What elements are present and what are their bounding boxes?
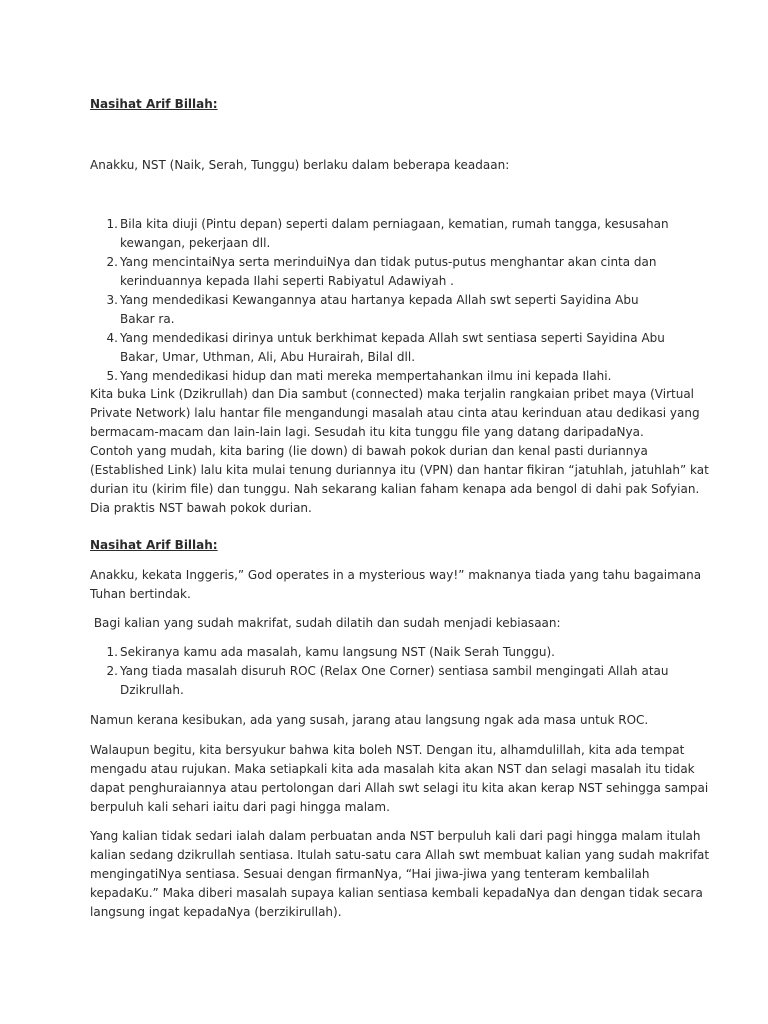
paragraph-line: Contoh yang mudah, kita baring (lie down) di bawah pokok durian dan kenal pasti duriannya bbox=[90, 444, 648, 458]
list-item-text: Yang mendedikasi hidup dan mati mereka mempertahankan ilmu ini kepada Ilahi. bbox=[120, 369, 612, 383]
list-item-text: Yang tiada masalah disuruh ROC (Relax One Corner) sentiasa sambil mengingati Allah atau bbox=[120, 664, 669, 678]
paragraph-line: kepadaKu.” Maka diberi masalah supaya kalian sentiasa kembali kepadaNya dan dengan tidak secara bbox=[90, 886, 703, 900]
section1-intro: Anakku, NST (Naik, Serah, Tunggu) berlaku dalam beberapa keadaan: bbox=[90, 158, 510, 172]
list-item-text: Yang mencintaiNya serta merinduiNya dan tidak putus-putus menghantar akan cinta dan bbox=[120, 255, 657, 269]
paragraph-line: berpuluh kali sehari iaitu dari pagi hingga malam. bbox=[90, 800, 390, 814]
paragraph-line: Kita buka Link (Dzikrullah) dan Dia sambut (connected) maka terjalin rangkaian pribet maya (Virtual bbox=[90, 387, 695, 401]
paragraph-line: dapat penghuraiannya atau pertolongan dari Allah swt selagi itu kita akan kerap NST sehingga sampai bbox=[90, 781, 709, 795]
list-item-number: 1. bbox=[106, 645, 118, 659]
list-item-number: 3. bbox=[106, 293, 118, 307]
list-item-text: Sekiranya kamu ada masalah, kamu langsung NST (Naik Serah Tunggu). bbox=[120, 645, 555, 659]
section2-heading: Nasihat Arif Billah: bbox=[90, 538, 218, 552]
list-item-text: Yang mendedikasi dirinya untuk berkhimat kepada Allah swt sentiasa seperti Sayidina Abu bbox=[120, 331, 665, 345]
list-item-number: 2. bbox=[106, 255, 118, 269]
paragraph-line: (Established Link) lalu kita mulai tenung duriannya itu (VPN) dan hantar fikiran “jatuhlah, jatuhlah” kat bbox=[90, 463, 709, 477]
list-item-text: Dzikrullah. bbox=[120, 683, 184, 697]
paragraph-line: kalian sedang dzikrullah sentiasa. Itulah satu-satu cara Allah swt membuat kalian yang sudah makrifat bbox=[90, 848, 710, 862]
paragraph-line: Yang kalian tidak sedari ialah dalam perbuatan anda NST berpuluh kali dari pagi hingga malam itulah bbox=[90, 829, 701, 843]
list-item-number: 4. bbox=[106, 331, 118, 345]
list-item-number: 2. bbox=[106, 664, 118, 678]
list-item-text: Bakar, Umar, Uthman, Ali, Abu Hurairah, Bilal dll. bbox=[120, 350, 416, 364]
paragraph-line: Tuhan bertindak. bbox=[90, 587, 191, 601]
list-item-text: Bila kita diuji (Pintu depan) seperti dalam perniagaan, kematian, rumah tangga, kesusahan bbox=[120, 217, 669, 231]
paragraph-line: bermacam-macam dan lain-lain lagi. Sesudah itu kita tunggu file yang datang daripadaNya. bbox=[90, 425, 644, 439]
paragraph-line: mengadu atau rujukan. Maka setiapkali kita ada masalah kita akan NST dan selagi masalah itu tidak bbox=[90, 762, 695, 776]
list-item-text: kerinduannya kepada Ilahi seperti Rabiyatul Adawiyah . bbox=[120, 274, 454, 288]
paragraph-line: Anakku, kekata Inggeris,” God operates in a mysterious way!” maknanya tiada yang tahu bagaimana bbox=[90, 568, 702, 582]
list-item-number: 5. bbox=[106, 369, 118, 383]
section2-paragraph-3: Namun kerana kesibukan, ada yang susah, jarang atau langsung ngak ada masa untuk ROC. bbox=[90, 713, 649, 727]
list-item-text: Yang mendedikasi Kewangannya atau hartanya kepada Allah swt seperti Sayidina Abu bbox=[120, 293, 639, 307]
list-item-text: kewangan, pekerjaan dll. bbox=[120, 236, 271, 250]
list-item-text: Bakar ra. bbox=[120, 312, 175, 326]
paragraph-line: mengingatiNya sentiasa. Sesuai dengan firmanNya, “Hai jiwa-jiwa yang tenteram kembalilah bbox=[90, 867, 650, 881]
list-item-number: 1. bbox=[106, 217, 118, 231]
paragraph-line: Walaupun begitu, kita bersyukur bahwa kita boleh NST. Dengan itu, alhamdulillah, kita ada tempat bbox=[90, 743, 685, 757]
paragraph-line: Dia praktis NST bawah pokok durian. bbox=[90, 501, 312, 515]
paragraph-line: Private Network) lalu hantar file mengandungi masalah atau cinta atau kerinduan atau dedikasi yang bbox=[90, 406, 700, 420]
paragraph-line: langsung ingat kepadaNya (berzikirullah). bbox=[90, 905, 342, 919]
section1-heading: Nasihat Arif Billah: bbox=[90, 97, 218, 111]
section2-paragraph-2: Bagi kalian yang sudah makrifat, sudah dilatih dan sudah menjadi kebiasaan: bbox=[90, 616, 561, 630]
paragraph-line: durian itu (kirim file) dan tunggu. Nah sekarang kalian faham kenapa ada bengol di dahi pak Sofyian. bbox=[90, 482, 700, 496]
